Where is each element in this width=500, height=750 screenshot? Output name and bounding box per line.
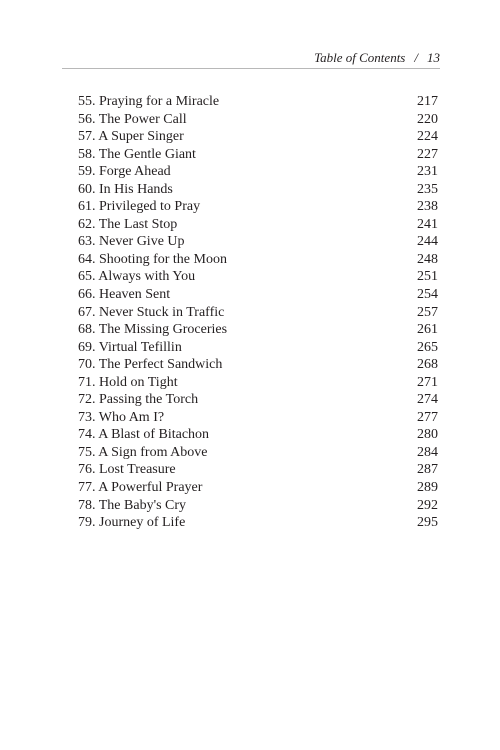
toc-entry-title: 74. A Blast of Bitachon [78, 427, 210, 443]
toc-entry-title: 73. Who Am I? [78, 409, 165, 425]
toc-entry-title: 55. Praying for a Miracle [78, 94, 220, 109]
toc-entry-page: 268 [417, 357, 438, 373]
toc-entry [78, 321, 438, 339]
toc-entry-title: 61. Privileged to Pray [78, 199, 201, 215]
toc-entry [78, 461, 438, 479]
toc-entry-page: 231 [417, 164, 438, 180]
header-separator: / [414, 50, 418, 65]
toc-entry-page: 271 [417, 374, 438, 390]
section-title: Table of Contents [314, 50, 406, 65]
toc-entry-title: 57. A Super Singer [78, 129, 184, 145]
toc-entry [78, 233, 438, 251]
toc-entry [78, 198, 438, 216]
toc-entry [78, 514, 438, 532]
toc-entry-page: 224 [417, 129, 438, 145]
running-head [62, 48, 440, 68]
toc-entry-page: 248 [417, 251, 438, 267]
toc-entry-page: 241 [417, 216, 438, 232]
toc-entry [78, 146, 438, 164]
page-number: 13 [427, 50, 440, 65]
toc-entry-title: 59. Forge Ahead [78, 164, 171, 180]
toc-entry [78, 216, 438, 234]
toc-entry-title: 70. The Perfect Sandwich [78, 357, 223, 373]
toc-entry-title: 62. The Last Stop [78, 216, 178, 232]
toc-entry [78, 356, 438, 374]
toc-entry [78, 111, 438, 129]
toc-entry-title: 69. Virtual Tefillin [78, 339, 182, 355]
toc-entry-page: 251 [417, 269, 438, 285]
toc-entry [78, 444, 438, 462]
toc-entry-page: 235 [417, 181, 438, 197]
toc-entry-title: 67. Never Stuck in Traffic [78, 304, 225, 320]
toc-entry-title: 66. Heaven Sent [78, 287, 171, 303]
toc-entry-title: 63. Never Give Up [78, 234, 185, 250]
toc-entry [78, 409, 438, 427]
toc-entry-title: 72. Passing the Torch [78, 392, 199, 408]
toc-entry-page: 244 [417, 234, 438, 250]
toc-entry-page: 261 [417, 322, 438, 338]
toc-entry-title: 71. Hold on Tight [78, 374, 178, 390]
toc-entry-page: 292 [417, 497, 438, 513]
toc-entry-title: 79. Journey of Life [78, 515, 186, 531]
toc-entry-page: 220 [417, 111, 438, 127]
toc-entry [78, 93, 438, 111]
toc-entry-page: 280 [417, 427, 438, 443]
toc-entry [78, 339, 438, 357]
toc-entry-page: 254 [417, 287, 438, 303]
toc-entry-title: 64. Shooting for the Moon [78, 251, 227, 267]
toc-entry [78, 426, 438, 444]
toc-entry-page: 257 [417, 304, 438, 320]
toc-entry-title: 68. The Missing Groceries [78, 322, 228, 338]
toc-entry [78, 497, 438, 515]
toc-entry-title: 58. The Gentle Giant [78, 146, 196, 162]
table-of-contents [78, 93, 438, 532]
toc-entry [78, 251, 438, 269]
toc-entry-title: 56. The Power Call [78, 111, 187, 127]
toc-entry-page: 277 [417, 409, 438, 425]
toc-entry-title: 78. The Baby's Cry [78, 497, 187, 513]
toc-entry [78, 479, 438, 497]
toc-entry-title: 76. Lost Treasure [78, 462, 176, 478]
toc-entry [78, 128, 438, 146]
toc-entry-title: 60. In His Hands [78, 181, 173, 197]
header-rule [62, 68, 440, 69]
toc-entry-title: 65. Always with You [78, 269, 196, 285]
toc-entry-page: 274 [417, 392, 438, 408]
toc-entry-page: 284 [417, 444, 438, 460]
toc-entry [78, 181, 438, 199]
toc-entry-page: 295 [417, 515, 438, 531]
toc-entry-page: 265 [417, 339, 438, 355]
toc-entry [78, 374, 438, 392]
toc-entry-page: 238 [417, 199, 438, 215]
toc-entry [78, 286, 438, 304]
toc-entry-page: 289 [417, 480, 438, 496]
toc-entry-page: 287 [417, 462, 438, 478]
toc-entry [78, 163, 438, 181]
toc-entry [78, 268, 438, 286]
toc-entry [78, 391, 438, 409]
toc-entry-page: 217 [417, 94, 438, 109]
toc-entry-page: 227 [417, 146, 438, 162]
toc-entry-title: 75. A Sign from Above [78, 444, 208, 460]
toc-entry [78, 304, 438, 322]
toc-entry-title: 77. A Powerful Prayer [78, 480, 203, 496]
